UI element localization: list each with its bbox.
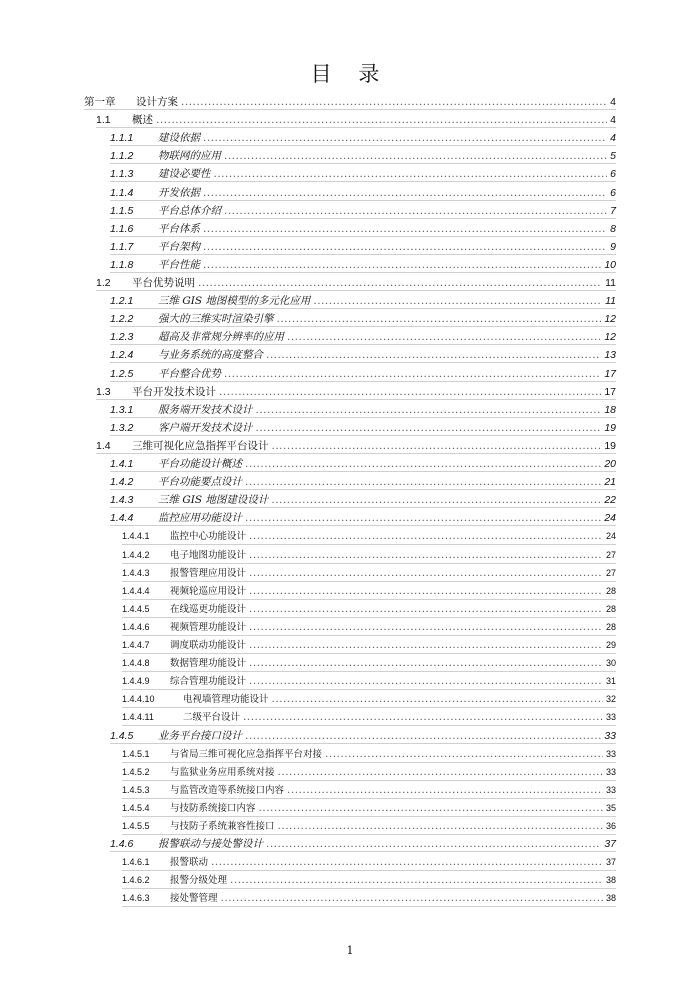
toc-leader-dots bbox=[249, 656, 603, 670]
toc-entry-number: 1.1.2 bbox=[110, 150, 134, 163]
toc-entry-page: 21 bbox=[604, 476, 616, 489]
toc-entry-label: 监控中心功能设计 bbox=[170, 531, 247, 543]
page-number: 1 bbox=[346, 944, 354, 957]
toc-entry-number: 1.3.1 bbox=[110, 403, 134, 416]
toc-leader-dots bbox=[287, 330, 601, 344]
toc-entry-number: 1.4.4.2 bbox=[122, 549, 150, 560]
toc-entry[interactable] bbox=[122, 692, 616, 708]
toc-entry[interactable] bbox=[110, 294, 616, 309]
toc-entry-number: 1.1.1 bbox=[110, 132, 134, 145]
toc-leader-dots bbox=[266, 348, 601, 362]
toc-entry-label: 概述 bbox=[132, 114, 153, 127]
toc-entry-page: 11 bbox=[605, 277, 616, 289]
toc-entry-page: 35 bbox=[605, 802, 616, 813]
toc-entry[interactable] bbox=[96, 385, 616, 400]
toc-entry-number: 1.1.6 bbox=[110, 222, 134, 235]
toc-leader-dots bbox=[272, 439, 602, 453]
toc-entry-page: 33 bbox=[605, 712, 616, 723]
toc-entry-page: 20 bbox=[604, 458, 616, 470]
toc-entry[interactable] bbox=[110, 511, 616, 526]
toc-leader-dots bbox=[249, 602, 603, 616]
toc-entry-page: 33 bbox=[605, 766, 616, 777]
toc-entry-label: 与省局三维可视化应急指挥平台对接 bbox=[170, 748, 323, 760]
toc-entry-label: 综合管理功能设计 bbox=[170, 676, 247, 688]
toc-leader-dots bbox=[249, 529, 603, 543]
toc-entry-label: 平台功能设计概述 bbox=[158, 458, 242, 470]
toc-entry-label: 平台开发技术设计 bbox=[132, 385, 216, 398]
toc-entry[interactable] bbox=[122, 584, 616, 600]
toc-entry-page: 24 bbox=[604, 512, 616, 525]
toc-entry-label: 平台性能 bbox=[158, 258, 200, 271]
toc-entry-page: 10 bbox=[604, 258, 616, 271]
toc-entry-label: 与监狱业务应用系统对接 bbox=[170, 766, 275, 778]
toc-leader-dots bbox=[249, 566, 603, 580]
toc-entry-page: 4 bbox=[610, 114, 616, 127]
toc-leader-dots bbox=[243, 710, 603, 724]
toc-entry[interactable] bbox=[122, 620, 616, 636]
toc-entry-number: 1.4.4.1 bbox=[122, 531, 150, 542]
toc-leader-dots bbox=[272, 692, 603, 706]
toc-entry-page: 27 bbox=[605, 549, 616, 560]
toc-entry-number: 1.3 bbox=[96, 385, 111, 398]
toc-entry-number: 1.4.6.2 bbox=[122, 875, 150, 886]
toc-entry-number: 1.1.5 bbox=[110, 204, 134, 217]
toc-entry-number: 1.4.4.6 bbox=[122, 621, 150, 632]
toc-entry[interactable] bbox=[110, 403, 616, 418]
toc-entry[interactable] bbox=[110, 204, 616, 219]
toc-entry-number: 1.4.4.5 bbox=[122, 603, 150, 614]
toc-entry-page: 22 bbox=[604, 494, 616, 507]
toc-entry[interactable] bbox=[122, 765, 616, 781]
toc-entry[interactable] bbox=[122, 855, 616, 871]
toc-entry[interactable] bbox=[122, 566, 616, 582]
toc-entry-label: 与监管改造等系统接口内容 bbox=[170, 784, 285, 796]
toc-entry[interactable] bbox=[110, 258, 616, 273]
toc-entry-page: 30 bbox=[605, 658, 616, 669]
toc-entry-number: 1.2.2 bbox=[110, 313, 134, 326]
toc-entry-label: 建设必要性 bbox=[158, 168, 211, 181]
toc-entry-number: 1.1 bbox=[96, 114, 111, 127]
toc-entry-page: 28 bbox=[605, 621, 616, 632]
toc-entry-number: 1.1.3 bbox=[110, 168, 134, 181]
toc-entry-label: 报警分级处理 bbox=[170, 875, 228, 887]
toc-entry[interactable] bbox=[122, 819, 616, 835]
toc-entry-page: 29 bbox=[605, 640, 616, 650]
toc-entry[interactable] bbox=[96, 113, 616, 128]
toc-entry-number: 1.4.5.1 bbox=[122, 748, 150, 759]
toc-entry-number: 1.2.4 bbox=[110, 349, 134, 362]
toc-entry-label: 接处警管理 bbox=[170, 893, 218, 905]
toc-entry[interactable] bbox=[110, 475, 616, 490]
toc-entry-page: 9 bbox=[610, 240, 616, 253]
toc-entry-page: 37 bbox=[605, 857, 616, 868]
toc-leader-dots bbox=[249, 674, 603, 688]
toc-entry-page: 33 bbox=[605, 784, 616, 795]
toc-entry-label: 业务平台接口设计 bbox=[158, 729, 242, 742]
toc-leader-dots bbox=[181, 95, 607, 109]
toc-entry-number: 1.2.5 bbox=[110, 367, 134, 380]
toc-entry[interactable] bbox=[110, 367, 616, 382]
toc-entry-label: 二级平台设计 bbox=[183, 712, 241, 724]
toc-entry-number: 1.2 bbox=[96, 277, 111, 289]
toc-leader-dots bbox=[198, 276, 602, 290]
toc-entry-page: 38 bbox=[605, 875, 616, 886]
toc-entry-number: 1.4.6.3 bbox=[122, 893, 150, 904]
toc-entry-page: 31 bbox=[605, 676, 616, 687]
toc-entry-label: 建设依据 bbox=[158, 132, 200, 145]
toc-entry[interactable] bbox=[122, 783, 616, 799]
toc-entry-label: 三维可视化应急指挥平台设计 bbox=[132, 439, 269, 452]
toc-entry[interactable] bbox=[110, 729, 616, 744]
toc-entry-label: 在线巡更功能设计 bbox=[170, 603, 247, 615]
toc-entry-number: 1.3.2 bbox=[110, 421, 134, 434]
toc-leader-dots bbox=[203, 186, 607, 200]
toc-entry-page: 24 bbox=[605, 531, 616, 542]
toc-leader-dots bbox=[221, 891, 603, 905]
toc-entry-page: 18 bbox=[604, 403, 616, 416]
toc-entry-page: 12 bbox=[604, 313, 616, 326]
toc-entry-label: 平台架构 bbox=[158, 240, 200, 253]
toc-entry-number: 1.4.4.4 bbox=[122, 585, 150, 596]
toc-entry-page: 28 bbox=[605, 603, 616, 614]
toc-leader-dots bbox=[211, 855, 603, 869]
toc-entry-label: 报警联动 bbox=[170, 857, 209, 869]
toc-entry-label: 强大的三维实时渲染引擎 bbox=[158, 313, 274, 326]
toc-entry-page: 38 bbox=[605, 893, 616, 904]
toc-entry-label: 与业务系统的高度整合 bbox=[158, 349, 263, 362]
toc-entry[interactable] bbox=[110, 149, 616, 164]
toc-leader-dots bbox=[249, 620, 603, 634]
toc-leader-dots bbox=[230, 873, 603, 887]
toc-leader-dots bbox=[203, 222, 607, 236]
toc-entry-number: 1.1.4 bbox=[110, 186, 134, 199]
toc-entry[interactable] bbox=[122, 529, 616, 545]
toc-entry-label: 设计方案 bbox=[136, 96, 178, 108]
toc-entry[interactable] bbox=[122, 710, 616, 726]
toc-entry[interactable] bbox=[110, 167, 616, 182]
toc-leader-dots bbox=[278, 819, 603, 833]
toc-leader-dots bbox=[259, 801, 603, 815]
toc-entry[interactable] bbox=[110, 493, 616, 508]
toc-entry-number: 1.2.3 bbox=[110, 331, 134, 344]
toc-entry-label: 报警联动与接处警设计 bbox=[158, 838, 263, 851]
toc-entry-page: 19 bbox=[604, 421, 616, 434]
toc-entry-number: 1.2.1 bbox=[110, 295, 134, 308]
toc-leader-dots bbox=[156, 113, 607, 127]
toc-leader-dots bbox=[277, 312, 602, 326]
toc-entry-number: 1.4.4.3 bbox=[122, 567, 150, 578]
toc-entry[interactable] bbox=[122, 656, 616, 672]
toc-leader-dots bbox=[249, 638, 603, 652]
toc-entry-page: 28 bbox=[605, 585, 616, 596]
toc-entry[interactable] bbox=[110, 222, 616, 237]
toc-entry-number: 1.4.4.8 bbox=[122, 658, 150, 669]
toc-entry[interactable] bbox=[110, 240, 616, 255]
toc-entry-page: 33 bbox=[604, 729, 616, 742]
toc-entry-number: 1.4.6 bbox=[110, 838, 134, 851]
toc-entry-page: 6 bbox=[610, 168, 616, 181]
toc-entry-page: 13 bbox=[604, 349, 616, 362]
toc-entry-page: 11 bbox=[605, 295, 616, 308]
toc-entry[interactable] bbox=[110, 312, 616, 327]
toc-leader-dots bbox=[287, 783, 603, 797]
toc-entry-label: 电视墙管理功能设计 bbox=[183, 694, 269, 706]
toc-entry-number: 1.1.8 bbox=[110, 258, 134, 271]
toc-entry-number: 1.4.5.2 bbox=[122, 766, 150, 777]
toc-leader-dots bbox=[224, 204, 607, 218]
toc-entry-label: 平台优势说明 bbox=[132, 277, 195, 289]
toc-entry-label: 物联网的应用 bbox=[158, 150, 221, 163]
toc-leader-dots bbox=[245, 457, 601, 471]
toc-entry-number: 1.4.1 bbox=[110, 458, 134, 470]
toc-entry-page: 37 bbox=[604, 838, 616, 851]
toc-entry-number: 1.4.6.1 bbox=[122, 857, 150, 868]
toc-entry[interactable] bbox=[122, 801, 616, 817]
toc-entry-number: 1.4.5 bbox=[110, 729, 134, 742]
toc-leader-dots bbox=[256, 421, 602, 435]
toc-entry[interactable] bbox=[96, 276, 616, 291]
toc-entry-number: 1.4.4 bbox=[110, 512, 134, 525]
toc-entry-label: 与技防系统接口内容 bbox=[170, 802, 256, 814]
toc-entry-label: 监控应用功能设计 bbox=[158, 512, 242, 525]
toc-entry-label: 超高及非常规分辨率的应用 bbox=[158, 331, 284, 344]
toc-entry-number: 1.4.5.5 bbox=[122, 821, 150, 831]
toc-entry-number: 1.4.2 bbox=[110, 476, 134, 489]
toc-entry-label: 报警管理应用设计 bbox=[170, 567, 247, 579]
toc-entry-page: 17 bbox=[604, 385, 616, 398]
toc-entry-page: 36 bbox=[605, 821, 616, 831]
toc-entry[interactable] bbox=[122, 891, 616, 907]
toc-entry[interactable] bbox=[122, 873, 616, 889]
toc-entry-page: 6 bbox=[610, 186, 616, 199]
toc-leader-dots bbox=[313, 294, 602, 308]
toc-entry-label: 电子地图功能设计 bbox=[170, 549, 247, 561]
toc-entry[interactable] bbox=[110, 131, 616, 146]
toc-leader-dots bbox=[203, 258, 601, 272]
toc-leader-dots bbox=[203, 240, 607, 254]
toc-entry-number: 1.4.3 bbox=[110, 494, 134, 507]
toc-leader-dots bbox=[214, 167, 608, 181]
toc-entry[interactable] bbox=[122, 674, 616, 690]
toc-entry[interactable] bbox=[110, 330, 616, 345]
toc-entry-label: 平台总体介绍 bbox=[158, 204, 221, 217]
toc-entry-page: 7 bbox=[610, 204, 616, 217]
toc-entry-label: 平台整合优势 bbox=[158, 367, 221, 380]
toc-leader-dots bbox=[203, 131, 607, 145]
toc-entry-page: 32 bbox=[605, 694, 616, 705]
toc-entry-number: 1.4.5.4 bbox=[122, 802, 150, 813]
toc-leader-dots bbox=[245, 475, 601, 489]
toc-entry[interactable] bbox=[110, 348, 616, 363]
toc-leader-dots bbox=[245, 729, 601, 743]
toc-entry[interactable] bbox=[110, 837, 616, 852]
toc-entry-page: 19 bbox=[604, 439, 616, 452]
toc-entry-number: 1.4.5.3 bbox=[122, 784, 150, 795]
toc-entry-label: 客户端开发技术设计 bbox=[158, 421, 253, 434]
toc-entry[interactable] bbox=[110, 457, 616, 472]
toc-entry-page: 4 bbox=[610, 96, 616, 108]
toc-entry-number: 1.1.7 bbox=[110, 240, 134, 253]
toc-leader-dots bbox=[278, 765, 603, 779]
toc-leader-dots bbox=[266, 837, 601, 851]
toc-entry-number: 第一章 bbox=[84, 96, 116, 108]
toc-leader-dots bbox=[249, 548, 603, 562]
toc-leader-dots bbox=[271, 493, 601, 507]
toc-entry[interactable] bbox=[122, 747, 616, 763]
toc-entry[interactable] bbox=[122, 548, 616, 564]
toc-entry-label: 视频管理功能设计 bbox=[170, 621, 247, 633]
toc-entry[interactable] bbox=[84, 95, 616, 110]
toc-entry-page: 4 bbox=[610, 132, 616, 145]
toc-entry-page: 33 bbox=[605, 748, 616, 759]
toc-entry-label: 与技防子系统兼容性接口 bbox=[170, 821, 275, 832]
toc-entry-number: 1.4.4.9 bbox=[122, 676, 150, 687]
toc-leader-dots bbox=[325, 747, 603, 761]
toc-entry[interactable] bbox=[122, 602, 616, 618]
toc-leader-dots bbox=[224, 367, 601, 381]
toc-leader-dots bbox=[219, 385, 601, 399]
toc-entry[interactable] bbox=[122, 638, 616, 654]
toc-entry-page: 17 bbox=[604, 367, 616, 380]
toc-entry[interactable] bbox=[110, 186, 616, 201]
toc-entry-number: 1.4.4.11 bbox=[122, 712, 154, 723]
toc-entry-number: 1.4.4.10 bbox=[122, 694, 155, 705]
toc-entry-label: 调度联动功能设计 bbox=[170, 640, 247, 651]
toc-entry-label: 平台功能要点设计 bbox=[158, 476, 242, 489]
toc-entry-page: 12 bbox=[604, 331, 616, 344]
toc-entry-label: 三维 GIS 地图建设设计 bbox=[158, 494, 269, 507]
toc-leader-dots bbox=[245, 511, 601, 525]
toc-entry-label: 数据管理功能设计 bbox=[170, 658, 247, 670]
toc-entry-page: 8 bbox=[610, 222, 616, 235]
toc-entry-label: 平台体系 bbox=[158, 222, 200, 235]
toc-entry[interactable] bbox=[96, 439, 616, 454]
toc-entry-label: 视频轮巡应用设计 bbox=[170, 585, 247, 597]
toc-entry-page: 27 bbox=[605, 567, 616, 578]
toc-entry-label: 服务端开发技术设计 bbox=[158, 403, 253, 416]
toc-entry-label: 三维 GIS 地图模型的多元化应用 bbox=[158, 295, 311, 308]
toc-title: 目 录 bbox=[310, 62, 390, 86]
toc-leader-dots bbox=[224, 149, 607, 163]
toc-leader-dots bbox=[249, 584, 603, 598]
toc-entry-page: 5 bbox=[610, 150, 616, 163]
toc-entry-label: 开发依据 bbox=[158, 186, 200, 199]
toc-leader-dots bbox=[256, 403, 602, 417]
toc-entry-number: 1.4 bbox=[96, 439, 111, 452]
toc-entry-number: 1.4.4.7 bbox=[122, 640, 150, 650]
toc-entry[interactable] bbox=[110, 421, 616, 436]
